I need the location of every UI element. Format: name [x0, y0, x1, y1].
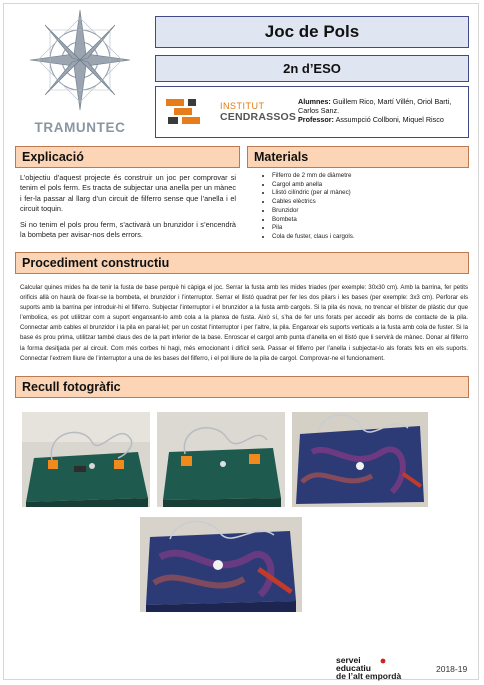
footer-org-line-3: de l’alt empordà	[336, 671, 402, 681]
procediment-heading: Procediment constructiu	[15, 252, 469, 274]
recull-heading: Recull fotogràfic	[15, 376, 469, 398]
list-item: • Cargol amb anella	[272, 181, 355, 190]
compass-rose-icon	[16, 8, 144, 120]
institute-name: CENDRASSOS	[220, 111, 297, 123]
tramuntec-logo	[16, 8, 144, 138]
footer-org-line-1: servei	[336, 655, 361, 665]
list-item: • Llistó cilíndric (per al mànec)	[272, 189, 355, 198]
teacher-names: Assumpció Collboni, Miquel Risco	[335, 115, 444, 124]
institute-logo	[164, 95, 297, 129]
list-item: • Cables elèctrics	[272, 198, 355, 207]
list-item: • Pila	[272, 224, 355, 233]
students-names: Guillem Rico, Martí Villén, Oriol Barti, Carlos Sanz.	[298, 97, 452, 115]
materials-list	[258, 172, 355, 242]
institute-label: INSTITUT	[220, 101, 265, 111]
list-item: • Brunzidor	[272, 207, 355, 216]
authors-block	[298, 97, 464, 124]
list-item: • Cola de fuster, claus i cargols.	[272, 233, 355, 242]
list-item: • Bombeta	[272, 216, 355, 225]
explicacio-paragraph-2: Si no tenim el pols prou ferm, s’activarà un brunzidor i s’encendrà la bombeta per avisar-nos dels errors.	[20, 220, 236, 240]
info-box	[155, 86, 469, 138]
page-title: Joc de Pols	[155, 16, 469, 48]
photo-3	[292, 412, 428, 507]
course-label: 2n d’ESO	[155, 55, 469, 82]
explicacio-paragraph-1: L’objectiu d’aquest projecte és construir un joc per comprovar si tenim el pols ferm. Es tracta de subjectar una anella per un mànec i fer-la passar al llarg d’un circuit de filferro sense que l’anella i el circuit toquin.	[20, 173, 236, 214]
school-year: 2018-19	[436, 664, 468, 674]
teacher-label: Professor:	[298, 115, 334, 124]
photo-4	[140, 517, 302, 612]
photo-2	[157, 412, 285, 507]
footer-org-line-2: educatiu	[336, 663, 371, 673]
procediment-text: Calcular quines mides ha de tenir la fusta de base perquè hi càpiga el joc. Serrar la fusta amb les mides triades (per exemple: 30x30 cm). Amb la barrina, fer petits orificis allà on haurà de fixar-se la bombeta, el brunzidor i l’interruptor. Serrar el llistó quadrat per fer les dos pilars i les bases (per exemple: 3x3 cm). Perforar els suports amb la barrina per introduir-hi el filferro. Subjectar l’interruptor i el brunzidor a la fusta amb cargols. Si la pila és nova, no trencar el blister de plàstic dur que l’embolica, es pot utilitzar com a suport enganxant-lo amb cola a la planxa de fusta. Això sí, s’ha de fer uns forats per accedir als borns de contacte de la pila. Connectar amb cables el brunzidor i la pila en paral·lel; per un costat l’interruptor i per l’altre, la pila. Enganxar els suports verticals a la fusta amb cola de fuster. Si la base és prou prima, utilitzar també claus des de la part inferior de la base. Enroscar el cargol amb punta d’anella en el llistó que li servirà de mànec. Donar al filferro la forma desitjada per al circuit. Com més corbes hi hagi, més emocionant i difícil serà. Passar el filferro per l’anella i subjectar-lo als forats fets en els suports. Connectar l’extrem lliure de l’interruptor a una de les bases del filferro, i el pol lliure de la pila de cargol. Comprovar-ne el funcionament.	[20, 284, 468, 362]
students-label: Alumnes:	[298, 97, 331, 106]
explicacio-heading: Explicació	[15, 146, 240, 168]
servei-educatiu-logo	[336, 656, 401, 680]
institute-emblem-icon	[164, 95, 208, 129]
materials-heading: Materials	[247, 146, 469, 168]
red-dot-icon	[380, 658, 386, 664]
tramuntec-wordmark: TRAMUNTEC	[34, 120, 126, 135]
list-item: • Filferro de 2 mm de diàmetre	[272, 172, 355, 181]
photo-1	[22, 412, 150, 507]
